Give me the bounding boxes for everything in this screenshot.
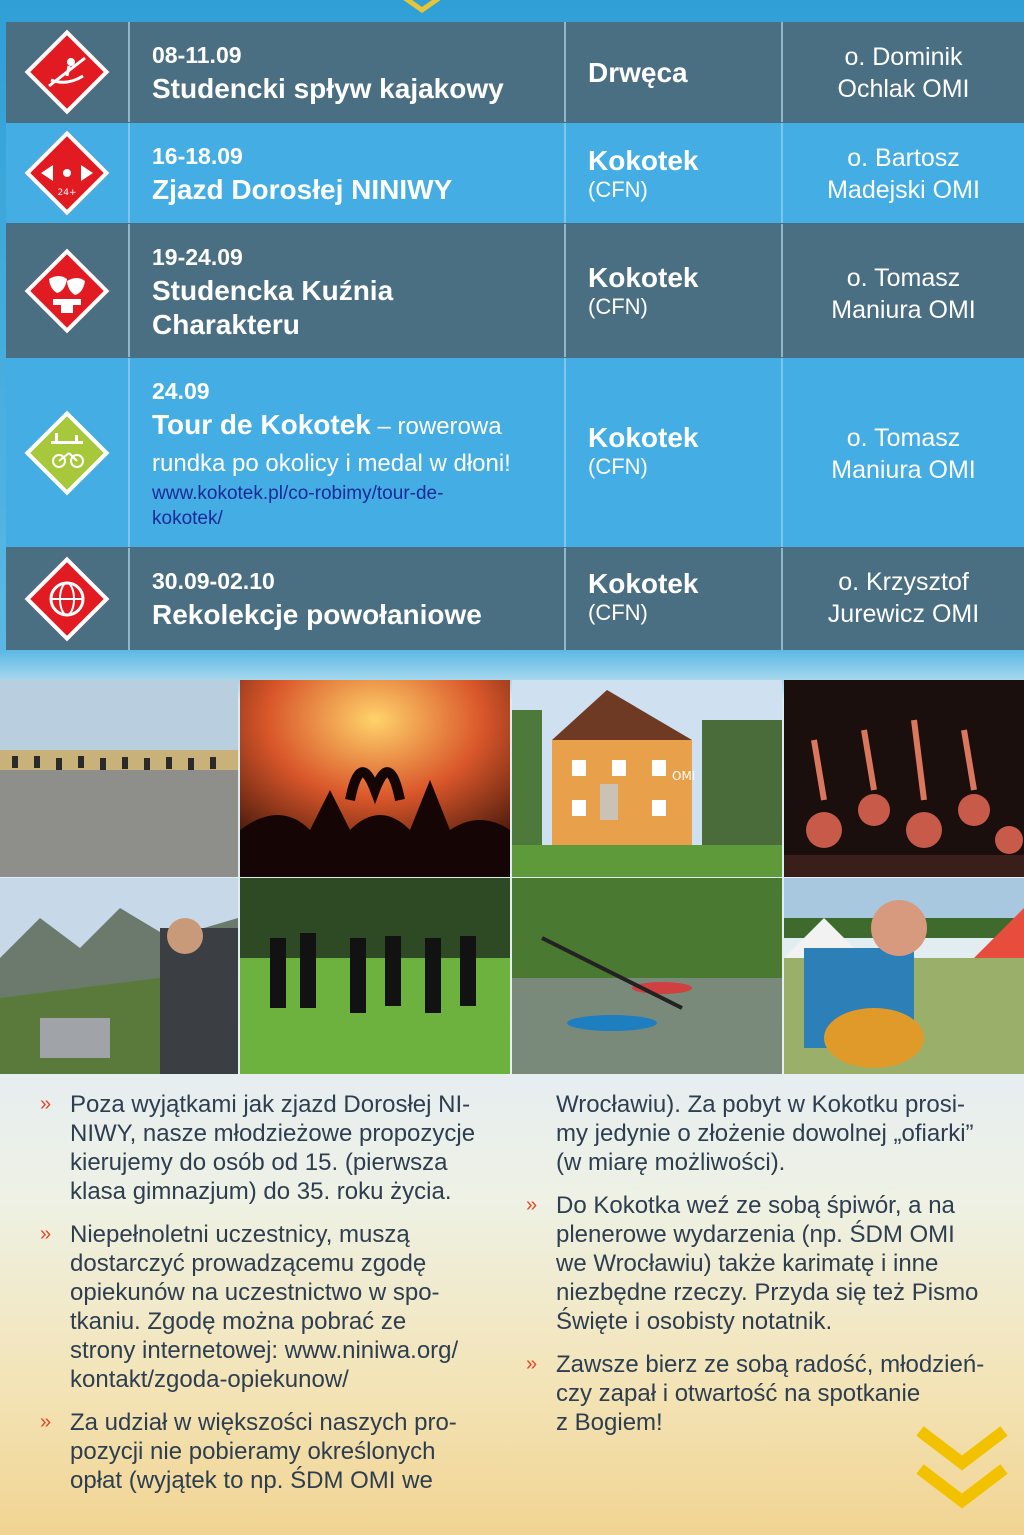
place-cell: [566, 548, 783, 650]
leader-name: [783, 566, 1024, 630]
place-name: Kokotek: [588, 422, 699, 453]
leader-name: [783, 262, 1024, 326]
note-line: Zawsze bierz ze sobą radość, młodzień-: [556, 1351, 985, 1378]
event-date: 30.09-02.10: [152, 568, 275, 594]
event-schedule-table: [6, 22, 1024, 650]
leader-name: [783, 41, 1024, 105]
note-line: my jedynie o złożenie dowolnej „ofiarki”: [556, 1120, 974, 1147]
leader-line: o. Dominik: [844, 43, 963, 71]
note-line: Niepełnoletni uczestnicy, muszą: [70, 1221, 410, 1248]
svg-text:24+: 24+: [57, 188, 77, 198]
place-cell: [566, 358, 783, 547]
note-line: klasa gimnazjum) do 35. roku życia.: [70, 1178, 452, 1205]
double-chevron-down-icon: [914, 1421, 1010, 1513]
place-sub: (CFN): [588, 600, 648, 625]
note-line: NIWY, nasze młodzieżowe propozycje: [70, 1120, 476, 1147]
event-link[interactable]: [152, 481, 532, 531]
event-icon-cell: [6, 123, 130, 223]
place-name: Kokotek: [588, 568, 699, 599]
note-line: Do Kokotka weź ze sobą śpiwór, a na: [556, 1192, 955, 1219]
event-cell: [130, 358, 566, 547]
event-cell: [130, 22, 566, 122]
note-line: Poza wyjątkami jak zjazd Dorosłej NI-: [70, 1091, 471, 1118]
note-line: kierujemy do osób od 15. (pierwsza: [70, 1149, 448, 1176]
event-icon-cell: [6, 358, 130, 547]
place-sub: (CFN): [588, 454, 648, 479]
leader-cell: [783, 224, 1024, 357]
leader-line: Maniura OMI: [831, 296, 976, 324]
event-title: Zjazd Dorosłej NINIWY: [152, 174, 453, 205]
place-cell: [566, 224, 783, 357]
note-line: czy zapał i otwartość na spotkanie: [556, 1380, 921, 1407]
event-title: Rekolekcje powołaniowe: [152, 599, 482, 630]
title-line: Charakteru: [152, 309, 300, 340]
event-title: [152, 408, 572, 484]
leader-cell: [783, 358, 1024, 547]
leader-line: Madejski OMI: [827, 176, 980, 204]
leader-line: o. Krzysztof: [838, 568, 969, 596]
table-row: [6, 224, 1024, 357]
masks-anvil-icon: [23, 247, 111, 335]
event-cell: [130, 224, 566, 357]
event-icon-cell: [6, 22, 130, 122]
note-line[interactable]: strony internetowej: www.niniwa.org/: [70, 1337, 459, 1364]
leader-line: Jurewicz OMI: [827, 600, 980, 628]
event-icon-cell: [6, 548, 130, 650]
table-row: [6, 548, 1024, 650]
place-sub: (CFN): [588, 294, 648, 319]
note-continuation: [556, 1090, 1006, 1177]
leader-cell: [783, 123, 1024, 223]
place-cell: [566, 22, 783, 122]
note-line: (w miarę możliwości).: [556, 1149, 786, 1176]
place-name: Drwęca: [588, 57, 688, 88]
link-line[interactable]: www.kokotek.pl/co-robimy/tour-de-: [152, 483, 444, 504]
bullet-chevron-icon: »: [526, 1353, 538, 1375]
note-line: tkaniu. Zgodę można pobrać ze: [70, 1308, 407, 1335]
bullet-chevron-icon: »: [40, 1223, 52, 1245]
globe-retreat-icon: [23, 555, 111, 643]
note-line: opiekunów na uczestnictwo w spo-: [70, 1279, 440, 1306]
concert-hands-heart-photo: [240, 680, 510, 877]
event-title: Studencki spływ kajakowy: [152, 73, 504, 104]
cyclists-on-road-photo: [0, 680, 238, 877]
guitar-player-camp-photo: [784, 878, 1024, 1074]
note-item: [40, 1220, 510, 1394]
note-line: plenerowe wydarzenia (np. ŚDM OMI: [556, 1221, 955, 1248]
cheering-crowd-night-photo: [784, 680, 1024, 877]
leader-line: o. Tomasz: [846, 424, 961, 452]
note-line[interactable]: kontakt/zgoda-opiekunow/: [70, 1366, 349, 1393]
leader-name: [783, 422, 1024, 486]
note-line: dostarczyć prowadzącemu zgodę: [70, 1250, 427, 1277]
event-cell: [130, 548, 566, 650]
note-line: opłat (wyjątek to np. ŚDM OMI we: [70, 1467, 433, 1494]
event-date: 08-11.09: [152, 42, 242, 68]
title-line: Studencka Kuźnia: [152, 275, 394, 306]
note-line: niezbędne rzeczy. Przyda się też Pismo: [556, 1279, 979, 1306]
event-cell: [130, 123, 566, 223]
table-row: [6, 358, 1024, 547]
note-line: Wrocławiu). Za pobyt w Kokotku prosi-: [556, 1091, 966, 1118]
event-date: 16-18.09: [152, 143, 243, 169]
place-name: Kokotek: [588, 145, 699, 176]
chevron-down-icon: [398, 0, 446, 14]
notes-left-column: [40, 1090, 510, 1509]
priests-in-meadow-photo: [240, 878, 510, 1074]
event-title: [152, 274, 562, 342]
omi-house-photo: [512, 680, 782, 877]
leader-line: Ochlak OMI: [837, 75, 970, 103]
title-line: Tour de Kokotek: [152, 409, 371, 440]
bullet-chevron-icon: »: [526, 1194, 538, 1216]
event-icon-cell: [6, 224, 130, 357]
bike-tour-icon: [23, 409, 111, 497]
leader-line: o. Bartosz: [847, 144, 960, 172]
subtitle: – rowerowa: [370, 413, 502, 440]
link-line[interactable]: kokotek/: [152, 508, 223, 529]
note-line: we Wrocławiu) także karimatę i inne: [556, 1250, 939, 1277]
event-date: 24.09: [152, 378, 210, 404]
place-sub: (CFN): [588, 177, 648, 202]
kayak-icon: [23, 28, 111, 116]
leader-line: o. Tomasz: [846, 264, 961, 292]
mountain-hikers-photo: [0, 878, 238, 1074]
note-line: Święte i osobisty notatnik.: [556, 1308, 833, 1335]
note-line: z Bogiem!: [556, 1409, 663, 1436]
bullet-chevron-icon: »: [40, 1411, 52, 1433]
note-line: pozycji nie pobieramy określonych: [70, 1438, 436, 1465]
place-cell: [566, 123, 783, 223]
table-row: [6, 22, 1024, 122]
event-date: 19-24.09: [152, 244, 243, 270]
house-sign: OMI: [672, 769, 696, 783]
note-item: [526, 1191, 1006, 1336]
subtitle: rundka po okolicy i medal w dłoni!: [152, 450, 511, 477]
note-item: [40, 1090, 510, 1206]
leader-cell: [783, 22, 1024, 122]
bullet-chevron-icon: »: [40, 1093, 52, 1115]
leader-line: Maniura OMI: [831, 456, 976, 484]
table-row: [6, 123, 1024, 223]
leader-cell: [783, 548, 1024, 650]
place-name: Kokotek: [588, 262, 699, 293]
gathering-24-plus-icon: [23, 129, 111, 217]
leader-name: [783, 142, 1024, 206]
note-line: Za udział w większości naszych pro-: [70, 1409, 457, 1436]
notes-right-column: [526, 1090, 1006, 1451]
photo-collage: [0, 680, 1024, 1074]
kayakers-on-river-photo: [512, 878, 782, 1074]
note-item: [40, 1408, 510, 1495]
